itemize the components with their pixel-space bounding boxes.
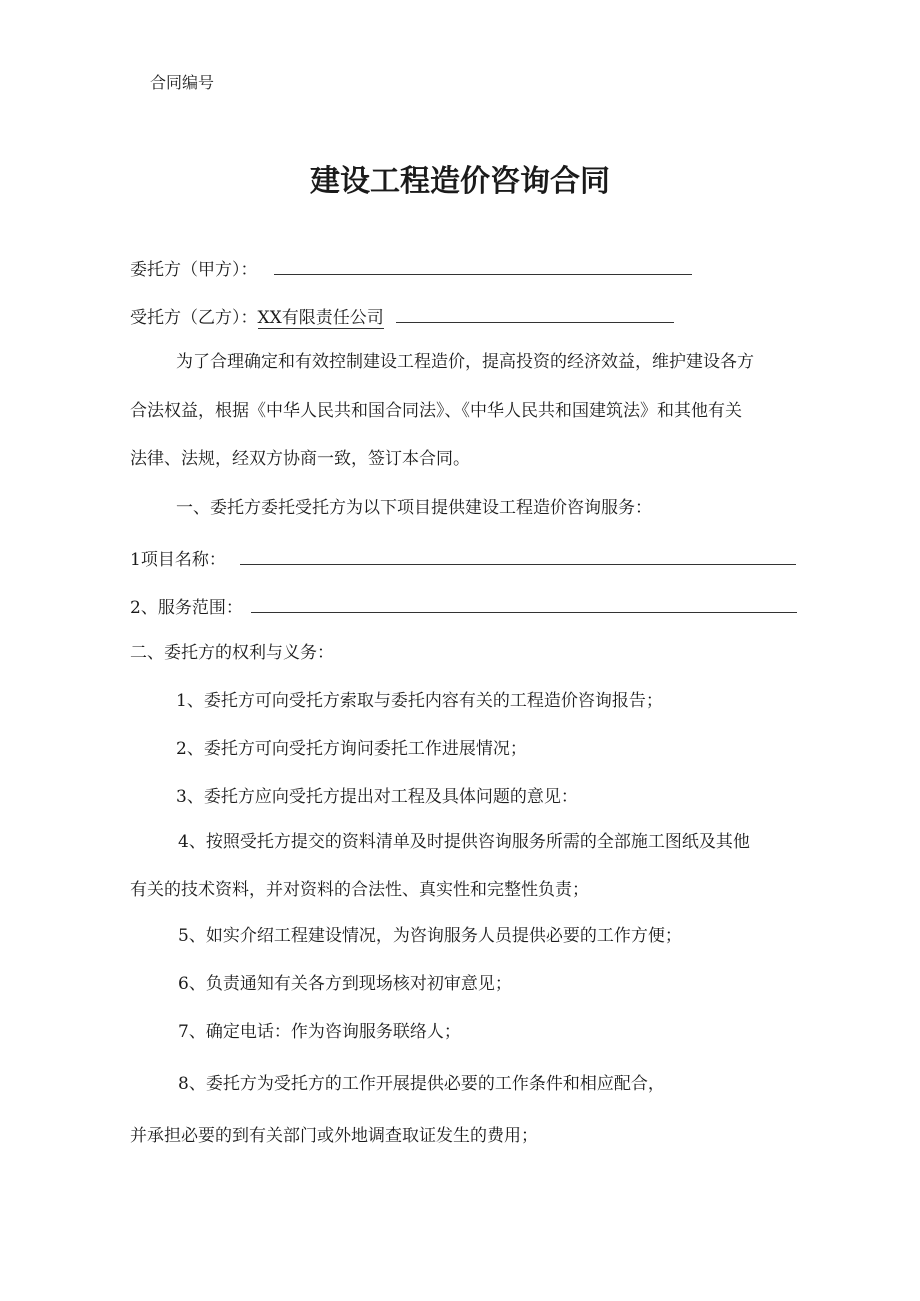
section2-item-8-line-2: 并承担必要的到有关部门或外地调查取证发生的费用； — [130, 1126, 538, 1146]
contractor-label: 受托方（乙方）： — [130, 308, 258, 328]
contract-number-label: 合同编号 — [150, 73, 215, 92]
client-name-blank[interactable] — [274, 258, 692, 275]
section2-item-4-line-2: 有关的技术资料，并对资料的合法性、真实性和完整性负责； — [130, 880, 589, 900]
section2-item-5: 5、如实介绍工程建设情况，为咨询服务人员提供必要的工作方便； — [178, 926, 682, 946]
contractor-name: XX有限责任公司 — [257, 308, 384, 328]
contractor-name-blank[interactable] — [396, 306, 674, 323]
section2-item-4-line-1: 4、按照受托方提交的资料清单及时提供咨询服务所需的全部施工图纸及其他 — [178, 832, 750, 852]
section2-item-2: 2、委托方可向受托方询问委托工作进展情况； — [176, 739, 527, 759]
project-name-blank[interactable] — [240, 548, 796, 565]
client-party-row — [130, 258, 692, 279]
section2-item-6: 6、负责通知有关各方到现场核对初审意见； — [178, 974, 512, 994]
project-name-row — [130, 548, 796, 569]
contractor-party-row — [130, 306, 674, 327]
document-title: 建设工程造价咨询合同 — [310, 164, 610, 199]
service-scope-row — [130, 596, 797, 617]
section2-item-8-line-1: 8、委托方为受托方的工作开展提供必要的工作条件和相应配合， — [178, 1074, 665, 1094]
section2-heading: 二、委托方的权利与义务： — [130, 643, 334, 663]
section2-item-7: 7、确定电话：作为咨询服务联络人； — [178, 1022, 461, 1042]
service-scope-blank[interactable] — [251, 596, 797, 613]
section2-item-1: 1、委托方可向受托方索取与委托内容有关的工程造价咨询报告； — [176, 691, 663, 711]
preamble-line-3: 法律、法规，经双方协商一致，签订本合同。 — [130, 449, 470, 469]
client-label: 委托方（甲方）： — [130, 260, 258, 280]
service-scope-label: 2、服务范围： — [130, 598, 243, 618]
section1-heading: 一、委托方委托受托方为以下项目提供建设工程造价咨询服务： — [176, 498, 652, 518]
section2-item-3: 3、委托方应向受托方提出对工程及具体问题的意见： — [176, 787, 578, 807]
project-name-label: 1项目名称： — [130, 550, 226, 570]
preamble-line-2: 合法权益，根据《中华人民共和国合同法》、《中华人民共和国建筑法》和其他有关 — [130, 401, 742, 421]
preamble-line-1: 为了合理确定和有效控制建设工程造价，提高投资的经济效益，维护建设各方 — [176, 352, 754, 372]
